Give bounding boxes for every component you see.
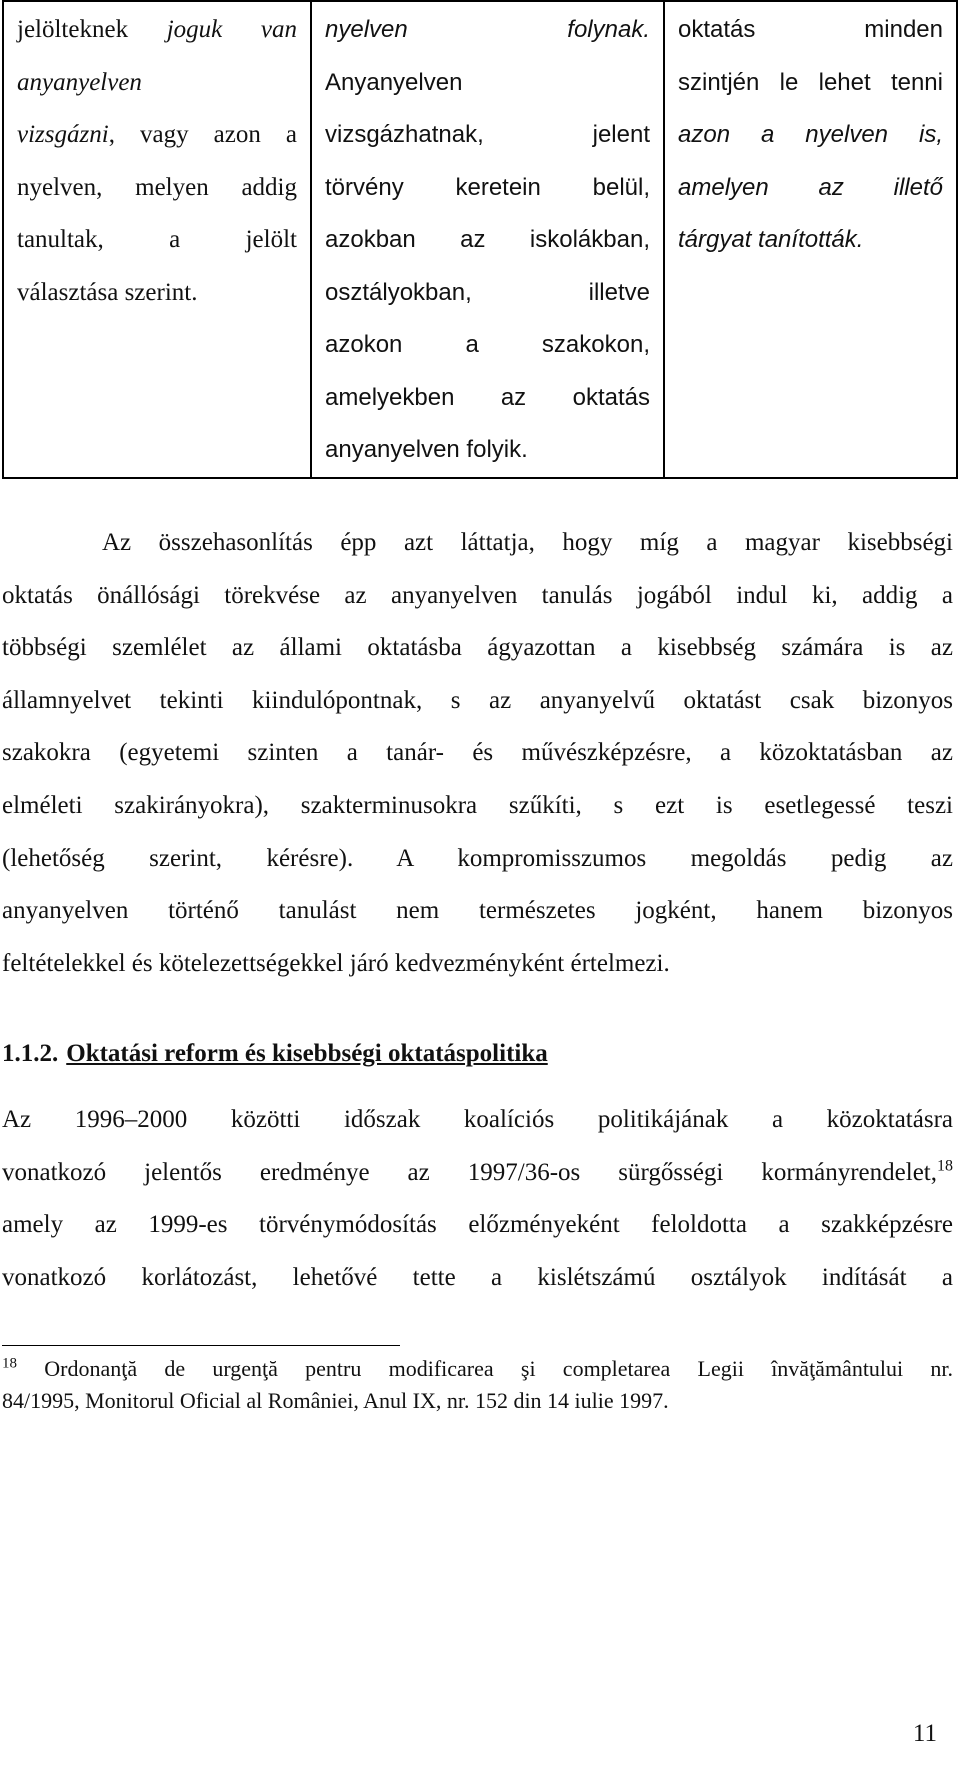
paragraph-line: elméleti szakirányokra), szakterminusokra szűkíti, s ezt is esetlegessé teszi (2, 791, 953, 819)
cell-text: választása szerint. (17, 278, 198, 306)
paragraph-line (2, 1147, 953, 1200)
section-number: 1.1.2. (2, 1040, 59, 1067)
paragraph-line: államnyelvet tekinti kiindulópontnak, s az anyanyelvű oktatást csak bizonyos (2, 686, 953, 714)
paragraph-line: (lehetőség szerint, kérésre). A kompromisszumos megoldás pedig az (2, 844, 953, 872)
section-heading (2, 1040, 548, 1068)
footnote-line: 84/1995, Monitorul Oficial al României, Anul IX, nr. 152 din 14 iulie 1997. (2, 1388, 669, 1413)
cell-text: tanultak, a jelölt (17, 226, 297, 253)
cell-text-italic: anyanyelven (17, 68, 142, 96)
table-cell-col1 (3, 1, 311, 478)
table-cell-col3 (664, 1, 957, 478)
cell-text: szintjén le lehet tenni (678, 68, 943, 96)
footnote-line (2, 1353, 953, 1385)
cell-text: azokban az iskolákban, (325, 226, 650, 253)
paragraph-line: oktatás önállósági törekvése az anyanyelven tanulás jogából indul ki, addig a (2, 581, 953, 609)
footnote-separator (2, 1345, 400, 1346)
body-paragraph-reform (2, 1094, 953, 1304)
page-number: 11 (912, 1720, 937, 1747)
paragraph-line: anyanyelven történő tanulást nem természetes jogként, hanem bizonyos (2, 897, 953, 925)
cell-text: Anyanyelven (325, 68, 463, 96)
section-title: Oktatási reform és kisebbségi oktatáspolitika (66, 1040, 548, 1067)
cell-text: vizsgázhatnak, jelent (325, 121, 650, 148)
paragraph-line: Az 1996–2000 közötti időszak koalíciós politikájának a közoktatásra (2, 1106, 953, 1133)
paragraph-line: szakokra (egyetemi szinten a tanár- és művészképzésre, a közoktatásban az (2, 739, 953, 767)
cell-text-italic: azon a nyelven is, (678, 121, 943, 148)
paragraph-line: Az összehasonlítás épp azt láttatja, hogy míg a magyar kisebbségi (102, 529, 953, 556)
footnote-text: Ordonanţă de urgenţă pentru modificarea şi completarea Legii învăţământului nr. (44, 1356, 954, 1381)
cell-text-italic: joguk van (166, 16, 297, 43)
cell-text: törvény keretein belül, (325, 173, 650, 201)
body-paragraph-comparison (2, 517, 953, 990)
cell-text-italic: tárgyat tanították. (678, 226, 864, 253)
comparison-table-fragment (2, 0, 958, 479)
footnote (2, 1353, 953, 1417)
cell-text: anyanyelven folyik. (325, 436, 528, 463)
cell-text: amelyekben az oktatás (325, 383, 650, 411)
paragraph-line: amely az 1999-es törvénymódosítás előzményeként feloldotta a szakképzésre (2, 1211, 953, 1239)
cell-text: nyelven, melyen addig (17, 173, 297, 201)
cell-text: , vagy azon a (108, 121, 297, 148)
cell-text: oktatás minden (678, 16, 943, 43)
cell-text-italic: vizsgázni (17, 121, 109, 148)
paragraph-line: vonatkozó korlátozást, lehetővé tette a kislétszámú osztályok indítását a (2, 1263, 953, 1291)
table-cell-col2 (311, 1, 664, 478)
paragraph-text: vonatkozó jelentős eredménye az 1997/36-os sürgősségi kormányrendelet, (2, 1158, 937, 1186)
paragraph-line: többségi szemlélet az állami oktatásba ágyazottan a kisebbség számára is az (2, 634, 953, 662)
cell-text: azokon a szakokon, (325, 331, 650, 358)
cell-text-italic: nyelven folynak. (325, 16, 650, 43)
table-row (3, 1, 957, 478)
cell-text: jelölteknek (17, 16, 129, 43)
cell-text-italic: amelyen az illető (678, 173, 943, 201)
paragraph-line: feltételekkel és kötelezettségekkel járó kedvezményként értelmezi. (2, 949, 670, 977)
footnote-reference: 18 (937, 1157, 953, 1175)
footnote-marker: 18 (2, 1355, 17, 1372)
cell-text: osztályokban, illetve (325, 278, 650, 306)
